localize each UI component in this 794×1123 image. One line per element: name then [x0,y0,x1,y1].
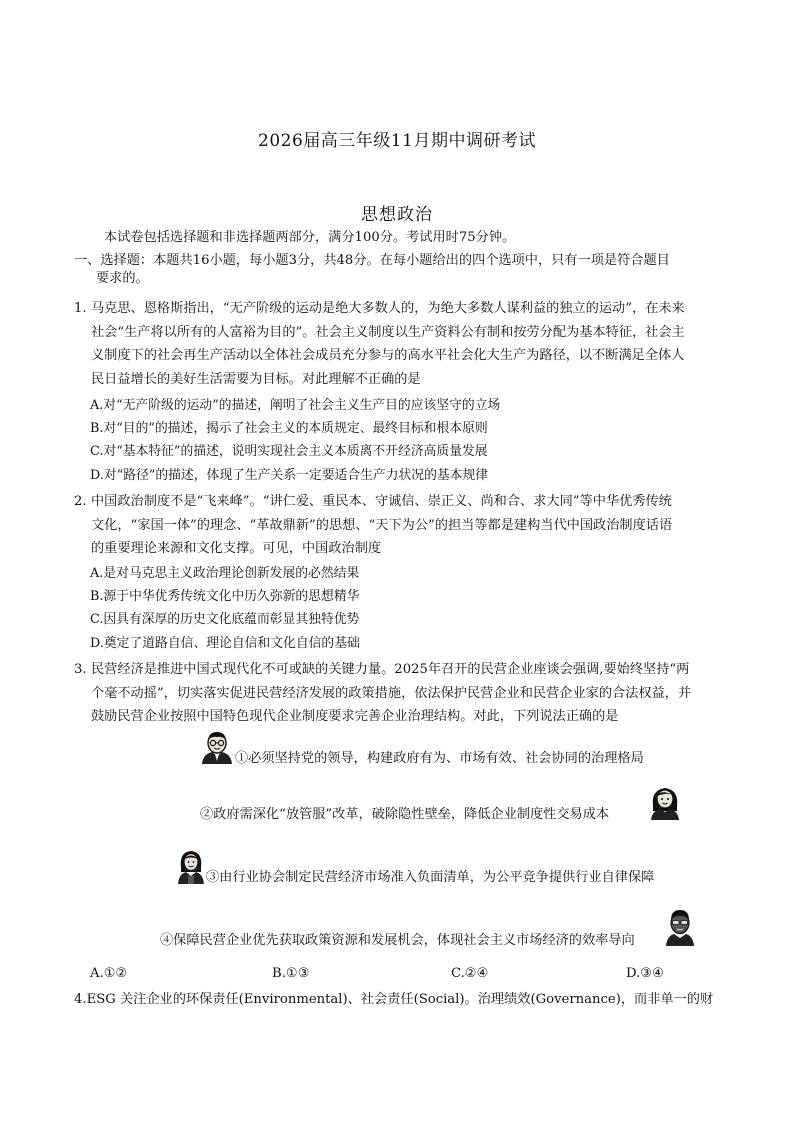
stem-line: 民日益增长的美好生活需要为目标。对此理解不正确的是 [91,371,421,387]
stem-line: 个毫不动摇”，切实落实促进民营经济发展的政策措施，依法保护民营企业和民营企业家的合法权益，并 [91,685,692,701]
stem-line: 鼓励民营企业按照中国特色现代企业制度要求完善企业治理结构。对此，下列说法正确的是 [91,709,619,724]
man-with-glasses-icon [200,730,234,764]
woman-short-hair-icon [176,848,206,884]
question-2-option-b: B.源于中华优秀传统文化中历久弥新的思想精华 [90,589,360,604]
question-3-stem [74,658,724,729]
statement-2: ②政府需深化“放管服”改革，破除隐性壁垒，降低企业制度性交易成本 [200,807,610,822]
stem-line: 文化，“家国一体”的理念、“革故鼎新”的思想、“天下为公”的担当等都是建构当代中国政治制度话语 [91,517,673,533]
exam-title: 2026届高三年级11月期中调研考试 [258,131,536,151]
question-3-choice-b: B.①③ [272,966,310,981]
woman-long-hair-icon [647,784,683,820]
question-3-choice-a: A.①② [90,966,128,981]
stem-line: 社会“生产将以所有的人富裕为目的”。社会主义制度以生产资料公有制和按劳分配为基本特征，社会主 [91,324,685,340]
question-number: 2. [74,494,87,509]
question-4-stem: 4.ESG 关注企业的环保责任(Environmental)、社会责任(Social)。治理绩效(Governance)，而非单一的财 [74,992,714,1007]
section-1-line: 一、选择题：本题共16小题，每小题3分，共48分。在每小题给出的四个选项中，只有一项是符合题目 [74,253,670,268]
section-1-line: 要求的。 [96,271,149,286]
statement-1: ①必须坚持党的领导，构建政府有为、市场有效、社会协同的治理格局 [235,751,644,766]
question-1-option-c: C.对“基本特征”的描述，说明实现社会主义本质离不开经济高质量发展 [90,444,488,459]
question-number: 1. [74,301,87,316]
section-1-heading [74,252,724,288]
stem-line: 马克思、恩格斯指出，“无产阶级的运动是绝大多数人的，为绝大多数人谋利益的独立的运动”，在未来 [91,301,685,316]
question-2-stem [74,490,724,561]
question-1-option-a: A.对“无产阶级的运动”的描述，阐明了社会主义生产目的应该坚守的立场 [90,398,501,413]
statement-4: ④保障民营企业优先获取政策资源和发展机会，体现社会主义市场经济的效率导向 [160,933,635,948]
question-number: 3. [74,662,87,677]
subject-title: 思想政治 [361,205,433,225]
question-1-stem [74,297,724,391]
question-2-option-c: C.因具有深厚的历史文化底蕴而彰显其独特优势 [90,612,360,627]
question-3-choice-c: C.②④ [451,966,489,981]
statement-3: ③由行业协会制定民营经济市场准入负面清单，为公平竞争提供行业自律保障 [206,870,655,885]
exam-intro: 本试卷包括选择题和非选择题两部分，满分100分。考试用时75分钟。 [104,230,516,245]
stem-line: 中国政治制度不是“飞来峰”。“讲仁爱、重民本、守诚信、崇正义、尚和合、求大同”等中华优秀传统 [91,494,672,509]
stem-line: 民营经济是推进中国式现代化不可或缺的关键力量。2025年召开的民营企业座谈会强调,要始终坚持“两 [91,662,690,677]
man-with-glasses-icon [664,908,696,946]
question-2-option-d: D.奠定了道路自信、理论自信和文化自信的基础 [90,636,360,651]
question-1-option-d: D.对“路径”的描述，体现了生产关系一定要适合生产力状况的基本规律 [90,468,489,483]
question-2-option-a: A.是对马克思主义政治理论创新发展的必然结果 [90,566,360,581]
stem-line: 义制度下的社会再生产活动以全体社会成员充分参与的高水平社会化大生产为路径，以不断满足全体人 [91,348,685,363]
question-1-option-b: B.对“目的”的描述，揭示了社会主义的本质规定、最终目标和根本原则 [90,421,488,436]
stem-line: 的重要理论来源和文化支撑。可见，中国政治制度 [91,541,382,556]
question-3-choice-d: D.③④ [626,966,664,981]
